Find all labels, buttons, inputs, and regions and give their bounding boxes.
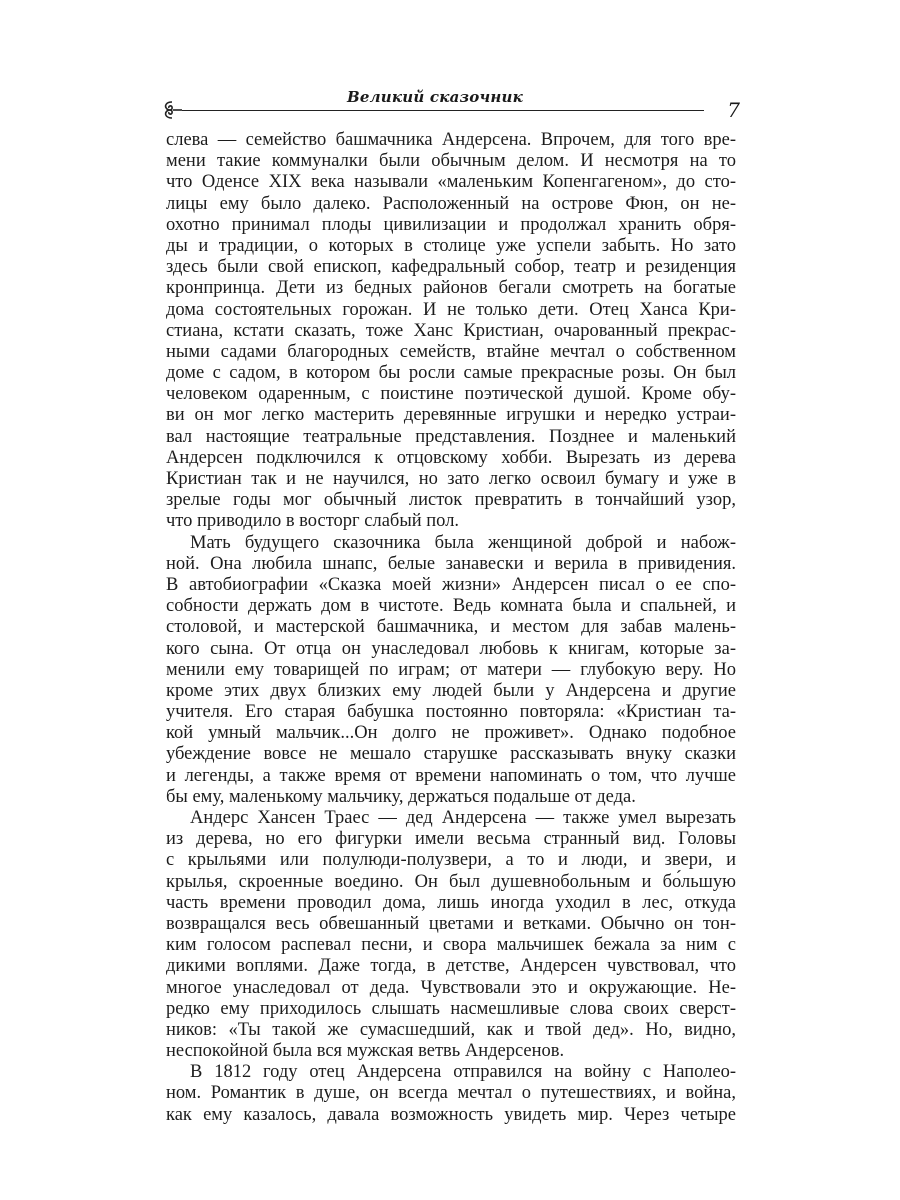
text-line: многое унаследовал от деда. Чувствовали это и окружающие. Не- [166,977,736,998]
header-rule [182,110,704,111]
text-line: редко ему приходилось слышать насмешливые слова своих сверст- [166,998,736,1019]
text-line: как ему казалось, давала возможность увидеть мир. Через четыре [166,1104,736,1125]
text-line: что Оденсе XIX века называли «маленьким Копенгагеном», до сто- [166,172,736,193]
text-line: зрелые годы мог обычный листок превратить в тончайший узор, [166,490,736,511]
text-line: неспокойной была вся мужская ветвь Андерсенов. [166,1041,565,1062]
running-title: Великий сказочник [347,88,523,106]
text-line: собности держать дом в чистоте. Ведь комната была и спальней, и [166,596,736,617]
running-header [160,86,740,120]
text-line: Андерсен подключился к отцовскому хобби. Вырезать из дерева [166,447,736,468]
text-line: что приводило в восторг слабый пол. [166,511,460,532]
text-line: крылья, скроенные воедино. Он был душевнобольным и бо́льшую [166,871,736,892]
text-line: ном. Романтик в душе, он всегда мечтал о путешествиях, и война, [166,1083,736,1104]
body-text [166,130,736,1126]
text-line: лицы ему было далеко. Расположенный на острове Фюн, он не- [166,193,736,214]
text-line: В автобиографии «Сказка моей жизни» Андерсен писал о ее спо- [166,574,736,595]
text-line: ными садами благородных семейств, втайне мечтал о собственном [166,341,736,362]
text-line: ким голосом распевал песни, и свора мальчишек бежала за ним с [166,935,736,956]
text-line: из дерева, но его фигурки имели весьма странный вид. Головы [166,829,736,850]
text-line: Мать будущего сказочника была женщиной доброй и набож- [190,532,736,553]
text-line: ников: «Ты такой же сумасшедший, как и твой дед». Но, видно, [166,1019,736,1040]
text-line: кого сына. От отца он унаследовал любовь к книгам, которые за- [166,638,736,659]
text-line: Кристиан так и не научился, но зато легко освоил бумагу и уже в [166,469,736,489]
text-line: кронпринца. Дети из бедных районов бегали смотреть на богатые [166,278,736,299]
text-line: В 1812 году отец Андерсена отправился на войну с Наполео- [190,1062,736,1083]
text-line: вал настоящие театральные представления. Позднее и маленький [166,426,736,447]
text-line: дома состоятельных горожан. И не только дети. Отец Ханса Кри- [166,299,736,320]
text-line: убеждение вовсе не мешало старушке рассказывать внуку сказки [166,744,736,765]
text-line: Андерс Хансен Траес — дед Андерсена — также умел вырезать [190,808,736,828]
text-line: ви он мог легко мастерить деревянные игрушки и нередко устраи- [166,405,736,426]
text-line: с крыльями или полулюди-полузвери, а то и люди, и звери, и [166,850,736,871]
text-line: охотно принимал плоды цивилизации и продолжал хранить обря- [166,214,736,235]
text-line: кроме этих двух близких ему людей были у Андерсена и другие [166,680,736,701]
text-line: кой умный мальчик...Он долго не проживет». Однако подобное [166,723,736,744]
text-line: здесь были свой епископ, кафедральный собор, театр и резиденция [166,257,736,278]
text-line: столовой, и мастерской башмачника, и местом для забав малень- [166,617,736,638]
text-line: ды и традиции, о которых в столице уже успели забыть. Но зато [166,235,736,256]
text-line: бы ему, маленькому мальчику, держаться подальше от деда. [166,786,636,807]
text-line: человеком одаренным, с поистине поэтической душой. Кроме обу- [166,384,736,405]
text-line: стиана, кстати сказать, тоже Ханс Кристиан, очарованный прекрас- [166,320,736,341]
text-line: менили ему товарищей по играм; от матери — глубокую веру. Но [166,659,736,680]
text-line: учителя. Его старая бабушка постоянно повторяла: «Кристиан та- [166,702,736,723]
text-line: мени такие коммуналки были обычным делом. И несмотря на то [166,151,736,172]
text-line: часть времени проводил дома, лишь иногда уходил в лес, откуда [166,892,736,913]
text-line: ной. Она любила шнапс, белые занавески и верила в привидения. [166,553,736,574]
text-line: доме с садом, в котором бы росли самые прекрасные розы. Он был [166,363,736,384]
text-line: и легенды, а также время от времени напоминать о том, что лучше [166,765,736,786]
page-number: 7 [727,98,740,122]
text-line: дикими воплями. Даже тогда, в детстве, Андерсен чувствовал, что [166,956,736,977]
text-line: возвращался весь обвешанный цветами и ветками. Обычно он тон- [166,913,736,934]
text-line: слева — семейство башмачника Андерсена. Впрочем, для того вре- [166,130,736,150]
